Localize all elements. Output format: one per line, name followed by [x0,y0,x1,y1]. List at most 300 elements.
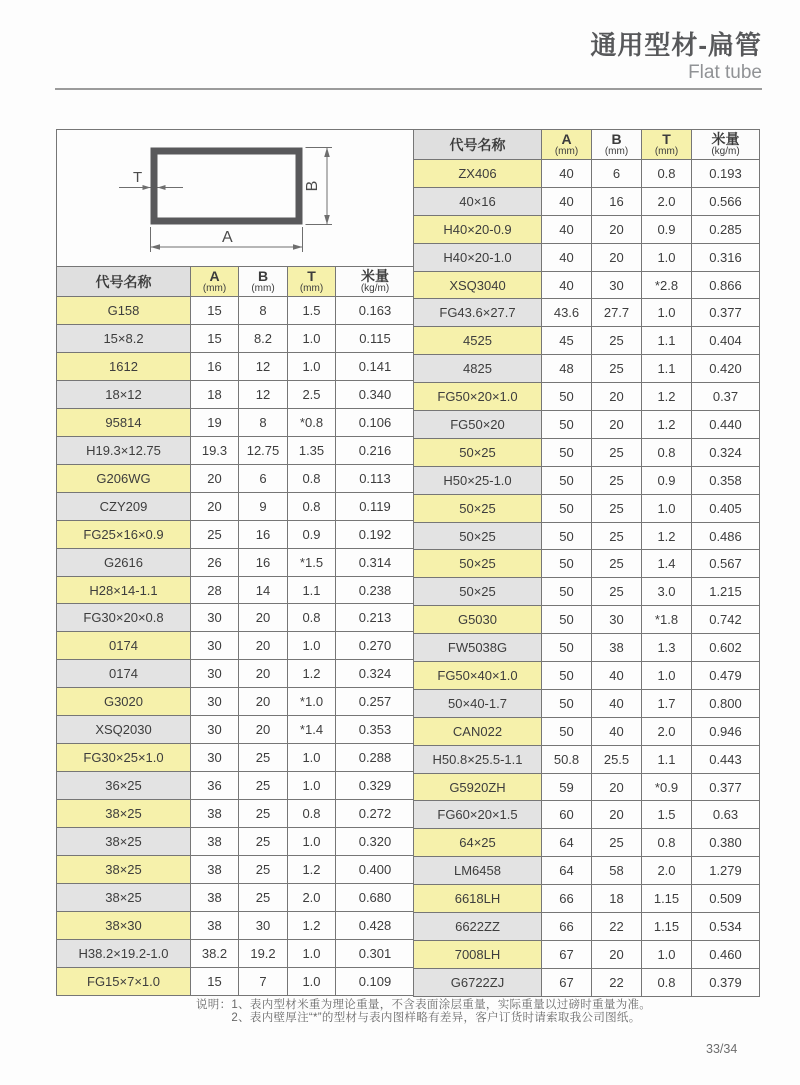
col-header-a-mm: A (mm) [542,130,592,160]
code-name-cell: CZY209 [57,492,191,520]
col-header-a-mm: A (mm) [191,267,239,297]
b-value-cell: 25 [239,800,288,828]
t-value-cell: 1.0 [288,828,336,856]
a-value-cell: 50 [542,717,592,745]
table-row [57,744,415,772]
weight-value-cell: 0.216 [336,436,415,464]
t-value-cell: 1.3 [642,634,692,662]
t-value-cell: 1.0 [642,243,692,271]
t-value-cell: 1.0 [288,352,336,380]
t-value-cell: 1.2 [642,411,692,439]
code-name-cell: FG30×20×0.8 [57,604,191,632]
weight-value-cell: 0.443 [692,745,760,773]
table-row [414,466,760,494]
weight-value-cell: 0.567 [692,550,760,578]
table-row [414,717,760,745]
a-value-cell: 50 [542,466,592,494]
t-value-cell: 2.0 [642,857,692,885]
table-row [414,243,760,271]
b-value-cell: 19.2 [239,939,288,967]
code-name-cell: FG50×40×1.0 [414,662,542,690]
weight-value-cell: 0.316 [692,243,760,271]
b-value-cell: 27.7 [592,299,642,327]
weight-value-cell: 0.428 [336,911,415,939]
b-value-cell: 25 [239,884,288,912]
weight-value-cell: 0.946 [692,717,760,745]
code-name-cell: FW5038G [414,634,542,662]
weight-value-cell: 0.379 [692,968,760,996]
table-row [414,606,760,634]
a-value-cell: 50 [542,634,592,662]
code-name-cell: H40×20-0.9 [414,215,542,243]
weight-value-cell: 0.479 [692,662,760,690]
page-title: 通用型材-扁管 [590,30,762,60]
t-value-cell: 1.2 [642,522,692,550]
table-row [414,940,760,968]
a-value-cell: 16 [191,352,239,380]
code-name-cell: H19.3×12.75 [57,436,191,464]
b-value-cell: 40 [592,689,642,717]
a-value-cell: 40 [542,160,592,188]
table-row [57,380,415,408]
b-value-cell: 20 [239,688,288,716]
footnotes [196,999,651,1025]
b-value-cell: 30 [592,606,642,634]
t-value-cell: 1.0 [642,940,692,968]
a-value-cell: 50 [542,578,592,606]
code-name-cell: 0174 [57,660,191,688]
weight-value-cell: 0.314 [336,548,415,576]
a-value-cell: 20 [191,492,239,520]
t-value-cell: 1.7 [642,689,692,717]
b-value-cell: 20 [239,716,288,744]
b-value-cell: 25 [592,466,642,494]
b-value-cell: 25 [592,829,642,857]
code-name-cell: CAN022 [414,717,542,745]
code-name-cell: G5030 [414,606,542,634]
arrowhead-a-left [151,244,161,250]
weight-value-cell: 0.301 [336,939,415,967]
code-name-cell: G2616 [57,548,191,576]
b-value-cell: 18 [592,885,642,913]
code-name-cell: 1612 [57,352,191,380]
dimension-a-label: A [222,229,233,246]
table-row [414,857,760,885]
code-name-cell: XSQ2030 [57,716,191,744]
weight-value-cell: 0.113 [336,464,415,492]
weight-value-cell: 0.213 [336,604,415,632]
code-name-cell: 50×25 [414,578,542,606]
weight-value-cell: 0.272 [336,800,415,828]
a-value-cell: 30 [191,744,239,772]
table-row [57,828,415,856]
code-name-cell: G6722ZJ [414,968,542,996]
weight-value-cell: 0.358 [692,466,760,494]
b-value-cell: 20 [592,773,642,801]
table-row [414,968,760,996]
t-value-cell: 0.8 [642,968,692,996]
t-value-cell: 1.2 [288,911,336,939]
t-value-cell: 1.2 [288,856,336,884]
a-value-cell: 66 [542,913,592,941]
t-value-cell: *1.4 [288,716,336,744]
b-value-cell: 25 [592,327,642,355]
t-value-cell: 1.1 [288,576,336,604]
table-row [57,660,415,688]
code-name-cell: FG15×7×1.0 [57,967,191,995]
dimension-b-label: B [304,180,321,192]
table-row [57,939,415,967]
t-value-cell: 1.1 [642,355,692,383]
dimension-t-label: T [133,169,143,186]
col-header-code-name: 代号名称 [57,267,191,297]
col-header-b-mm: B (mm) [239,267,288,297]
col-header-weight: 米量 (kg/m) [336,267,415,297]
a-value-cell: 50 [542,550,592,578]
table-row [57,632,415,660]
a-value-cell: 50 [542,383,592,411]
table-row [57,911,415,939]
t-value-cell: 1.1 [642,745,692,773]
weight-value-cell: 0.486 [692,522,760,550]
weight-value-cell: 0.400 [336,856,415,884]
flat-tube-table-right [413,129,760,997]
a-value-cell: 30 [191,660,239,688]
weight-value-cell: 0.63 [692,801,760,829]
b-value-cell: 16 [592,187,642,215]
code-name-cell: 4525 [414,327,542,355]
arrowhead-b-bottom [324,215,330,225]
table-row [414,913,760,941]
catalog-content [56,129,760,997]
code-name-cell: 6618LH [414,885,542,913]
code-name-cell: 38×25 [57,856,191,884]
t-value-cell: 1.0 [642,494,692,522]
b-value-cell: 12 [239,380,288,408]
weight-value-cell: 0.566 [692,187,760,215]
arrowhead-t-outer [143,185,151,190]
a-value-cell: 40 [542,215,592,243]
header-divider [55,88,762,90]
b-value-cell: 30 [239,911,288,939]
t-value-cell: 2.0 [642,187,692,215]
code-name-cell: FG30×25×1.0 [57,744,191,772]
a-value-cell: 30 [191,632,239,660]
flat-tube-drawing [57,130,413,265]
code-name-cell: 7008LH [414,940,542,968]
a-value-cell: 64 [542,829,592,857]
b-value-cell: 20 [592,383,642,411]
b-value-cell: 20 [239,660,288,688]
a-value-cell: 67 [542,968,592,996]
a-value-cell: 26 [191,548,239,576]
weight-value-cell: 0.380 [692,829,760,857]
b-value-cell: 12.75 [239,436,288,464]
a-value-cell: 50 [542,606,592,634]
col-header-b-mm: B (mm) [592,130,642,160]
table-row [414,355,760,383]
table-row [414,801,760,829]
weight-value-cell: 1.279 [692,857,760,885]
a-value-cell: 25 [191,520,239,548]
t-value-cell: 1.0 [288,772,336,800]
col-header-t-mm: T (mm) [642,130,692,160]
b-value-cell: 14 [239,576,288,604]
code-name-cell: H50×25-1.0 [414,466,542,494]
a-value-cell: 38 [191,884,239,912]
weight-value-cell: 0.320 [336,828,415,856]
t-value-cell: 2.5 [288,380,336,408]
weight-value-cell: 0.106 [336,408,415,436]
t-value-cell: 0.8 [288,492,336,520]
table-row [57,967,415,995]
table-row [414,383,760,411]
weight-value-cell: 0.141 [336,352,415,380]
code-name-cell: 38×25 [57,828,191,856]
weight-value-cell: 0.377 [692,299,760,327]
t-value-cell: 1.15 [642,885,692,913]
table-row [57,324,415,352]
weight-value-cell: 0.163 [336,297,415,325]
weight-value-cell: 0.742 [692,606,760,634]
weight-value-cell: 0.602 [692,634,760,662]
b-value-cell: 20 [592,801,642,829]
flat-tube-table-left [56,266,415,996]
table-row [57,688,415,716]
weight-value-cell: 0.340 [336,380,415,408]
b-value-cell: 20 [592,243,642,271]
table-row [57,856,415,884]
t-value-cell: *0.8 [288,408,336,436]
table-row [414,745,760,773]
note-line-1: 1、表内型材米重为理论重量，不含表面涂层重量，实际重量以过磅时重量为准。 [231,999,652,1011]
arrowhead-b-top [324,148,330,158]
table-row [57,548,415,576]
weight-value-cell: 0.420 [692,355,760,383]
t-value-cell: 2.0 [642,717,692,745]
t-value-cell: 0.8 [288,464,336,492]
b-value-cell: 16 [239,520,288,548]
table-body-right [414,160,760,997]
code-name-cell: G158 [57,297,191,325]
code-name-cell: 38×25 [57,884,191,912]
table-row [57,576,415,604]
t-value-cell: 1.4 [642,550,692,578]
b-value-cell: 25 [239,772,288,800]
table-header-left [57,267,415,297]
code-name-cell: H38.2×19.2-1.0 [57,939,191,967]
a-value-cell: 48 [542,355,592,383]
b-value-cell: 20 [239,604,288,632]
code-name-cell: 4825 [414,355,542,383]
notes-label: 说明： [196,999,232,1011]
table-row [57,604,415,632]
table-row [414,662,760,690]
t-value-cell: 1.0 [288,324,336,352]
b-value-cell: 25 [592,578,642,606]
b-value-cell: 6 [239,464,288,492]
t-value-cell: 1.35 [288,436,336,464]
table-row [414,550,760,578]
weight-value-cell: 0.238 [336,576,415,604]
page-header [590,30,762,85]
table-row [414,885,760,913]
code-name-cell: XSQ3040 [414,271,542,299]
table-row [414,299,760,327]
t-value-cell: *1.5 [288,548,336,576]
table-row [414,578,760,606]
col-header-code-name: 代号名称 [414,130,542,160]
weight-value-cell: 0.109 [336,967,415,995]
t-value-cell: 2.0 [288,884,336,912]
b-value-cell: 38 [592,634,642,662]
a-value-cell: 59 [542,773,592,801]
a-value-cell: 38 [191,911,239,939]
table-row [57,408,415,436]
code-name-cell: 18×12 [57,380,191,408]
table-row [414,411,760,439]
t-value-cell: 0.8 [642,160,692,188]
b-value-cell: 25 [592,355,642,383]
a-value-cell: 36 [191,772,239,800]
weight-value-cell: 0.324 [692,438,760,466]
weight-value-cell: 0.285 [692,215,760,243]
code-name-cell: 95814 [57,408,191,436]
b-value-cell: 25 [239,856,288,884]
table-row [57,492,415,520]
weight-value-cell: 0.193 [692,160,760,188]
weight-value-cell: 0.377 [692,773,760,801]
a-value-cell: 64 [542,857,592,885]
table-row [57,297,415,325]
t-value-cell: *1.8 [642,606,692,634]
col-header-t-mm: T (mm) [288,267,336,297]
weight-value-cell: 0.405 [692,494,760,522]
a-value-cell: 30 [191,688,239,716]
a-value-cell: 40 [542,243,592,271]
page-number: 33/34 [706,1042,738,1056]
code-name-cell: FG25×16×0.9 [57,520,191,548]
a-value-cell: 60 [542,801,592,829]
t-value-cell: *2.8 [642,271,692,299]
code-name-cell: FG43.6×27.7 [414,299,542,327]
table-body-left [57,297,415,996]
a-value-cell: 30 [191,716,239,744]
code-name-cell: FG50×20 [414,411,542,439]
code-name-cell: G5920ZH [414,773,542,801]
a-value-cell: 19.3 [191,436,239,464]
weight-value-cell: 0.534 [692,913,760,941]
table-row [414,160,760,188]
code-name-cell: 40×16 [414,187,542,215]
b-value-cell: 20 [239,632,288,660]
page-subtitle: Flat tube [688,62,762,83]
table-row [414,829,760,857]
code-name-cell: 50×40-1.7 [414,689,542,717]
b-value-cell: 25 [239,744,288,772]
b-value-cell: 25 [592,522,642,550]
t-value-cell: 1.1 [642,327,692,355]
weight-value-cell: 0.288 [336,744,415,772]
weight-value-cell: 0.460 [692,940,760,968]
code-name-cell: H40×20-1.0 [414,243,542,271]
weight-value-cell: 0.866 [692,271,760,299]
t-value-cell: 0.9 [288,520,336,548]
table-row [57,464,415,492]
b-value-cell: 30 [592,271,642,299]
t-value-cell: 1.0 [288,744,336,772]
b-value-cell: 40 [592,662,642,690]
tube-cross-section-diagram [56,129,414,266]
weight-value-cell: 0.270 [336,632,415,660]
b-value-cell: 25 [592,494,642,522]
table-row [414,522,760,550]
a-value-cell: 20 [191,464,239,492]
b-value-cell: 20 [592,940,642,968]
code-name-cell: H28×14-1.1 [57,576,191,604]
t-value-cell: 0.8 [642,829,692,857]
a-value-cell: 38.2 [191,939,239,967]
b-value-cell: 20 [592,411,642,439]
t-value-cell: 1.0 [288,632,336,660]
weight-value-cell: 0.440 [692,411,760,439]
b-value-cell: 20 [592,215,642,243]
code-name-cell: 64×25 [414,829,542,857]
b-value-cell: 58 [592,857,642,885]
table-row [57,800,415,828]
a-value-cell: 50 [542,411,592,439]
t-value-cell: 1.5 [642,801,692,829]
weight-value-cell: 0.800 [692,689,760,717]
b-value-cell: 8 [239,408,288,436]
table-row [414,271,760,299]
table-row [57,520,415,548]
weight-value-cell: 0.37 [692,383,760,411]
a-value-cell: 38 [191,828,239,856]
t-value-cell: 3.0 [642,578,692,606]
code-name-cell: H50.8×25.5-1.1 [414,745,542,773]
t-value-cell: 1.0 [288,939,336,967]
weight-value-cell: 0.353 [336,716,415,744]
a-value-cell: 50 [542,689,592,717]
a-value-cell: 66 [542,885,592,913]
table-row [414,773,760,801]
table-row [414,634,760,662]
right-column [413,129,759,997]
code-name-cell: 50×25 [414,522,542,550]
b-value-cell: 22 [592,968,642,996]
a-value-cell: 50 [542,662,592,690]
b-value-cell: 9 [239,492,288,520]
code-name-cell: LM6458 [414,857,542,885]
table-row [414,327,760,355]
t-value-cell: 0.8 [288,604,336,632]
a-value-cell: 50.8 [542,745,592,773]
weight-value-cell: 0.680 [336,884,415,912]
a-value-cell: 45 [542,327,592,355]
t-value-cell: 1.2 [288,660,336,688]
code-name-cell: 38×25 [57,800,191,828]
weight-value-cell: 0.324 [336,660,415,688]
b-value-cell: 16 [239,548,288,576]
left-column [56,129,414,996]
t-value-cell: 0.9 [642,215,692,243]
code-name-cell: ZX406 [414,160,542,188]
a-value-cell: 38 [191,856,239,884]
b-value-cell: 8 [239,297,288,325]
b-value-cell: 25 [239,828,288,856]
table-row [414,187,760,215]
